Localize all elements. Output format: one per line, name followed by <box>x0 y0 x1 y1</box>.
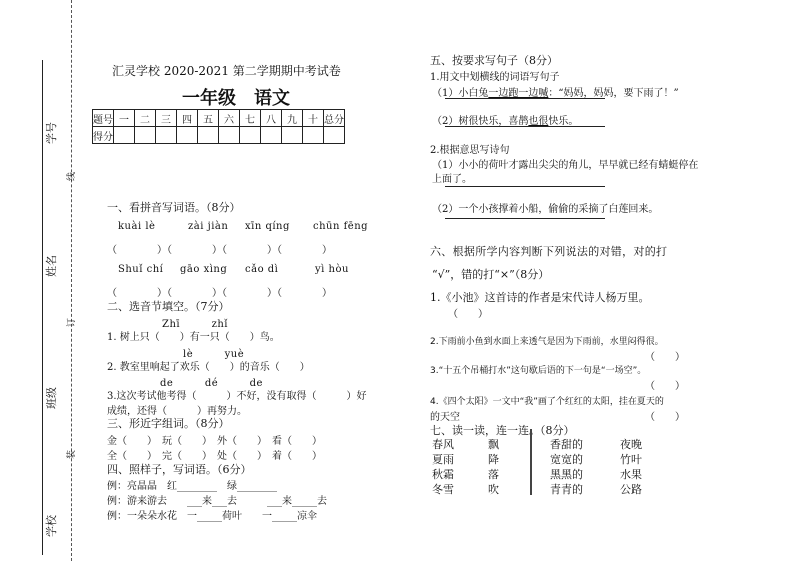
school-label: 学校 <box>45 515 58 537</box>
answer-line[interactable] <box>445 126 605 127</box>
match-word[interactable]: 降 <box>488 453 499 466</box>
match-word[interactable]: 香甜的 <box>550 438 583 451</box>
pinyin: cǎo dì <box>245 264 279 275</box>
match-word[interactable]: 秋霜 <box>432 468 454 481</box>
pinyin: Zhī zhǐ <box>162 319 228 330</box>
section2-title: 二、选音节填空。（7分） <box>107 300 230 313</box>
header-cell: 七 <box>240 110 261 127</box>
question <box>432 84 679 99</box>
judge-question: 3.“十五个吊桶打水”这句歇后语的下一句是“一场空”。 <box>430 366 647 376</box>
header-cell: 九 <box>282 110 303 127</box>
underlined-phrase: 一边跑一边喊 <box>488 88 549 99</box>
pinyin: yì hòu <box>315 264 349 275</box>
match-column-2 <box>488 437 499 497</box>
answer-blanks[interactable]: （ ）（ ）（ ）（ ） <box>107 288 332 299</box>
judge-answer-box[interactable]: （ ） <box>448 309 488 320</box>
question <box>432 112 578 127</box>
header-cell: 八 <box>261 110 282 127</box>
match-word[interactable]: 冬雪 <box>432 483 454 496</box>
match-word[interactable]: 吹 <box>488 483 499 496</box>
match-word[interactable]: 春风 <box>432 438 454 451</box>
match-word[interactable]: 夏雨 <box>432 453 454 466</box>
question[interactable]: 3.这次考试他考得（ ）不好，没有取得（ ）好 <box>107 391 367 402</box>
judge-answer-box[interactable]: （ ） <box>645 381 685 392</box>
score-row-label: 得分 <box>93 127 114 144</box>
score-cell[interactable] <box>261 127 282 144</box>
header-cell: 三 <box>156 110 177 127</box>
answer-blanks[interactable]: （ ）（ ）（ ）（ ） <box>107 245 332 256</box>
score-value-row <box>93 127 345 144</box>
pinyin: lè yuè <box>183 349 245 360</box>
match-word[interactable]: 竹叶 <box>620 453 642 466</box>
section7-title: 七、读一读，连一连。（8分） <box>430 424 575 437</box>
question[interactable]: 1. 树上只（ ）有一只（ ）鸟。 <box>107 332 280 343</box>
score-cell[interactable] <box>114 127 135 144</box>
match-word[interactable]: 飘 <box>488 438 499 451</box>
question: （2）一个小孩撑着小船，偷偷的采摘了白莲回来。 <box>432 204 659 215</box>
header-cell: 十 <box>303 110 324 127</box>
example-row[interactable]: 例：一朵朵水花 一_____荷叶 一_____凉伞 <box>107 511 317 522</box>
section3-title: 三、形近字组词。（8分） <box>107 417 230 430</box>
match-word[interactable]: 公路 <box>620 483 642 496</box>
match-word[interactable]: 青青的 <box>550 483 583 496</box>
pinyin: de dé de <box>160 378 263 389</box>
column-divider <box>530 429 532 495</box>
binding-margin <box>0 0 80 561</box>
question-text: 快乐。 <box>548 116 579 127</box>
pinyin: chūn fēng <box>313 221 369 232</box>
question: 1.用文中划横线的词语写句子 <box>430 72 560 83</box>
score-cell[interactable] <box>135 127 156 144</box>
match-word[interactable]: 黑黑的 <box>550 468 583 481</box>
pinyin: xīn qíng <box>245 221 290 232</box>
header-cell: 四 <box>177 110 198 127</box>
judge-question-continued: 的天空 <box>430 412 460 423</box>
question: （1）小小的荷叶才露出尖尖的角儿，早早就已经有蜻蜓停在 <box>432 160 699 171</box>
score-header-row <box>93 110 345 127</box>
question-continued[interactable]: 成绩，还得（ ）再努力。 <box>107 406 247 417</box>
class-label: 班级 <box>45 387 58 409</box>
name-label: 姓名 <box>45 255 58 277</box>
match-column-4 <box>620 437 642 497</box>
pinyin: kuài lè <box>118 221 156 232</box>
answer-line[interactable] <box>445 98 605 99</box>
score-cell[interactable] <box>198 127 219 144</box>
match-word[interactable]: 宽宽的 <box>550 453 583 466</box>
judge-answer-box[interactable]: （ ） <box>645 352 685 363</box>
subject-title: 一年级 语文 <box>182 88 290 109</box>
section5-title: 五、按要求写句子（8分） <box>430 54 558 67</box>
header-cell: 五 <box>198 110 219 127</box>
answer-line[interactable] <box>445 218 605 219</box>
example-row[interactable]: 例：游来游去 ___来___去 ___来_____去 <box>107 496 327 507</box>
header-cell: 总分 <box>324 110 345 127</box>
underlined-phrase: 也很 <box>528 116 549 127</box>
section1-title: 一、看拼音写词语。（8分） <box>107 201 241 214</box>
section6-title-continued: “√”，错的打“×”（8分） <box>432 268 550 281</box>
bind-mark: 装 <box>67 449 78 460</box>
score-cell[interactable] <box>219 127 240 144</box>
judge-question: 1.《小池》这首诗的作者是宋代诗人杨万里。 <box>430 291 650 304</box>
question-text: （2）树很快乐，喜鹊 <box>432 116 529 127</box>
pinyin: zài jiàn <box>188 221 229 232</box>
example-row[interactable]: 例：亮晶晶 红________ 绿________ <box>107 481 277 492</box>
word-row[interactable]: 金（ ） 玩（ ） 外（ ） 看（ ） <box>107 436 322 447</box>
answer-line[interactable] <box>445 186 605 187</box>
question-text: ：“妈妈，妈妈，要下雨了！” <box>548 88 679 99</box>
score-cell[interactable] <box>324 127 345 144</box>
score-cell[interactable] <box>282 127 303 144</box>
match-column-1 <box>432 437 454 497</box>
question-continued: 上面了。 <box>432 174 472 185</box>
question[interactable]: 2. 教室里响起了欢乐（ ）的音乐（ ） <box>107 362 310 373</box>
header-cell: 一 <box>114 110 135 127</box>
line-mark: 线 <box>67 171 78 182</box>
section6-title: 六、根据所学内容判断下列说法的对错，对的打 <box>430 245 668 258</box>
header-cell: 六 <box>219 110 240 127</box>
judge-question: 4.《四个太阳》一文中“我”画了个红红的太阳，挂在夏天的 <box>430 397 664 407</box>
section4-title: 四、照样子，写词语。（6分） <box>107 463 252 476</box>
header-cell: 二 <box>135 110 156 127</box>
student-id-label: 学号 <box>45 122 58 144</box>
word-row[interactable]: 全（ ） 完（ ） 处（ ） 着（ ） <box>107 451 322 462</box>
cut-dash-line <box>71 0 72 561</box>
header-cell: 题号 <box>93 110 114 127</box>
question: 2.根据意思写诗句 <box>430 145 510 156</box>
judge-question: 2.下雨前小鱼到水面上来透气是因为下雨前，水里闷得很。 <box>430 337 664 347</box>
match-word[interactable]: 水果 <box>620 468 642 481</box>
score-cell[interactable] <box>303 127 324 144</box>
judge-answer-box[interactable]: （ ） <box>645 412 685 423</box>
pinyin: gāo xìng <box>180 264 228 275</box>
match-column-3 <box>550 437 583 497</box>
pinyin: Shuǐ chí <box>118 264 164 275</box>
score-cell[interactable] <box>156 127 177 144</box>
score-cell[interactable] <box>177 127 198 144</box>
match-word[interactable]: 夜晚 <box>620 438 642 451</box>
order-mark: 订 <box>67 317 78 328</box>
school-title: 汇灵学校 2020-2021 第二学期期中考试卷 <box>112 64 341 78</box>
score-cell[interactable] <box>240 127 261 144</box>
score-table <box>92 109 345 144</box>
question-text: （1）小白兔 <box>432 88 489 99</box>
match-word[interactable]: 落 <box>488 468 499 481</box>
